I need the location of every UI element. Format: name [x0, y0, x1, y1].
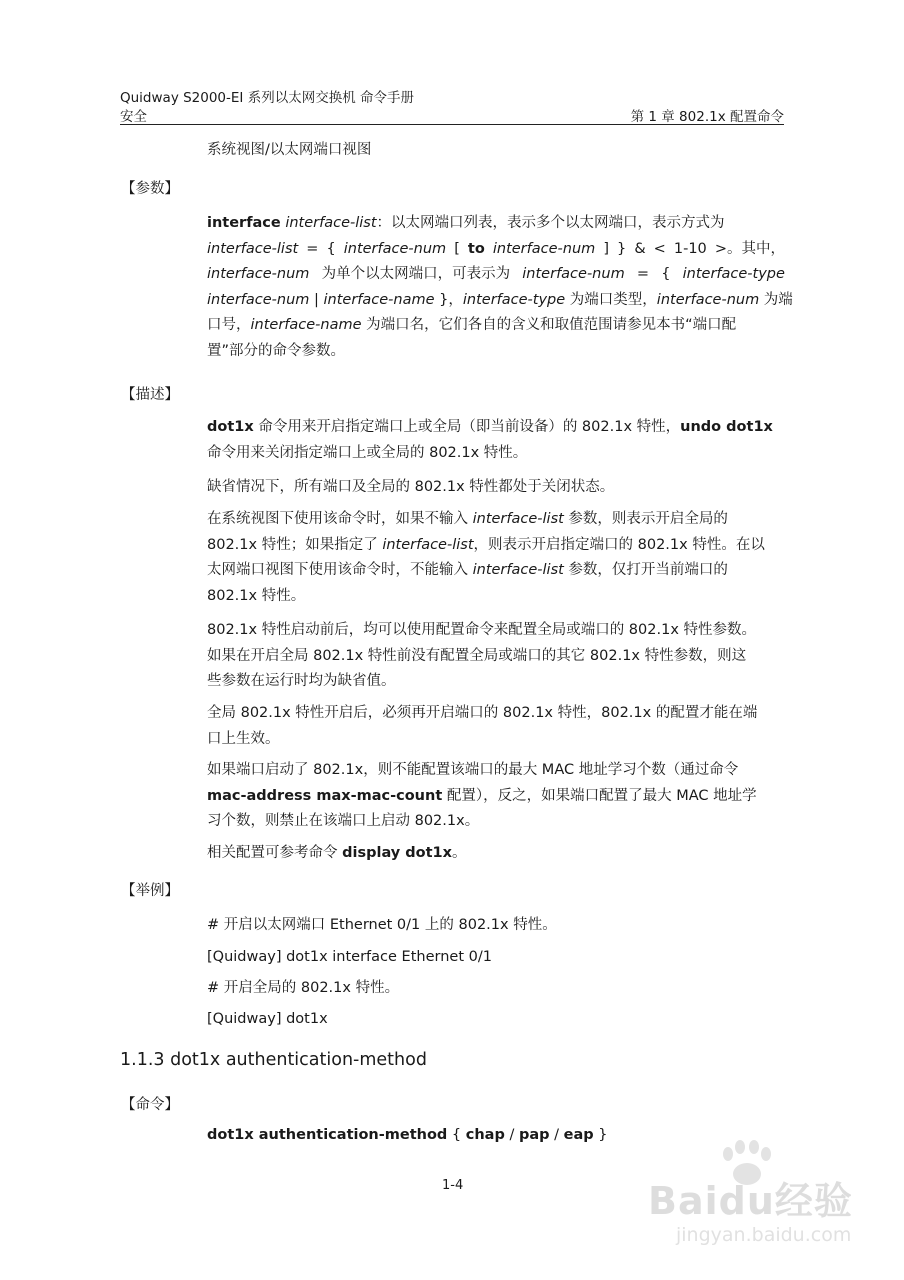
watermark-brand: Baidu经验 [648, 1179, 853, 1223]
header-rule [120, 124, 784, 125]
params-line-5: 口号，interface-name 为端口名，它们各自的含义和取值范围请参见本书“端口配 [207, 317, 737, 333]
example-command-1: [Quidway] dot1x interface Ethernet 0/1 [207, 949, 492, 965]
subsection-heading: 1.1.3 dot1x authentication-method [120, 1050, 427, 1070]
header-product: Quidway S2000-EI 系列以太网交换机 命令手册 [120, 90, 414, 106]
desc-paragraph-2: 缺省情况下，所有端口及全局的 802.1x 特性都处于关闭状态。 [207, 479, 615, 495]
example-command-2: [Quidway] dot1x [207, 1011, 328, 1027]
command-syntax: dot1x authentication-method { chap / pap / eap } [207, 1127, 608, 1143]
params-line-1: interface interface-list：以太网端口列表，表示多个以太网端口，表示方式为 [207, 215, 725, 231]
example-comment-1: # 开启以太网端口 Ethernet 0/1 上的 802.1x 特性。 [207, 917, 557, 933]
section-params: 【参数】 [121, 181, 179, 197]
section-desc: 【描述】 [121, 387, 179, 403]
header-section: 安全 [120, 109, 147, 125]
section-command: 【命令】 [121, 1097, 179, 1113]
watermark-url: jingyan.baidu.com [676, 1224, 852, 1246]
page-number: 1-4 [442, 1178, 464, 1193]
desc-paragraph-7: 相关配置可参考命令 display dot1x。 [207, 845, 467, 861]
example-comment-2: # 开启全局的 802.1x 特性。 [207, 980, 400, 996]
params-line-6: 置”部分的命令参数。 [207, 342, 346, 359]
view-line: 系统视图/以太网端口视图 [207, 142, 372, 158]
header-chapter: 第 1 章 802.1x 配置命令 [630, 109, 784, 125]
desc-paragraph-6: 如果端口启动了 802.1x，则不能配置该端口的最大 MAC 地址学习个数（通过命令 mac-address max-mac-count 配置），反之，如果端口配置了最大 MAC 地址学 习个数，则禁止在该端口上启动 802.1x。 [207, 762, 757, 829]
params-line-2: interface-list = { interface-num [ to interface-num ] } & < 1-10 >。其中， [207, 240, 785, 257]
desc-paragraph-5: 全局 802.1x 特性开启后，必须再开启端口的 802.1x 特性，802.1x 的配置才能在端 口上生效。 [207, 705, 758, 747]
params-line-4: interface-num | interface-name }，interface-type 为端口类型，interface-num 为端 [207, 291, 793, 308]
desc-paragraph-1: dot1x 命令用来开启指定端口上或全局（即当前设备）的 802.1x 特性，undo dot1x 命令用来关闭指定端口上或全局的 802.1x 特性。 [207, 419, 773, 461]
section-example: 【举例】 [121, 883, 179, 899]
baidu-watermark [648, 1146, 878, 1266]
desc-paragraph-4: 802.1x 特性启动前后，均可以使用配置命令来配置全局或端口的 802.1x 特性参数。 如果在开启全局 802.1x 特性前没有配置全局或端口的其它 802.1x 特性参数，则这 些参数在运行时均为缺省值。 [207, 622, 757, 689]
params-line-3: interface-num 为单个以太网端口，可表示为 interface-num = { interface-type [207, 266, 785, 282]
desc-paragraph-3: 在系统视图下使用该命令时，如果不输入 interface-list 参数，则表示开启全局的 802.1x 特性；如果指定了 interface-list，则表示开启指定端口的 802.1x 特性。在以 太网端口视图下使用该命令时，不能输入 interface-list 参数，仅打开当前端口的 802.1x 特性。 [207, 511, 765, 604]
params-paragraph [207, 211, 793, 364]
